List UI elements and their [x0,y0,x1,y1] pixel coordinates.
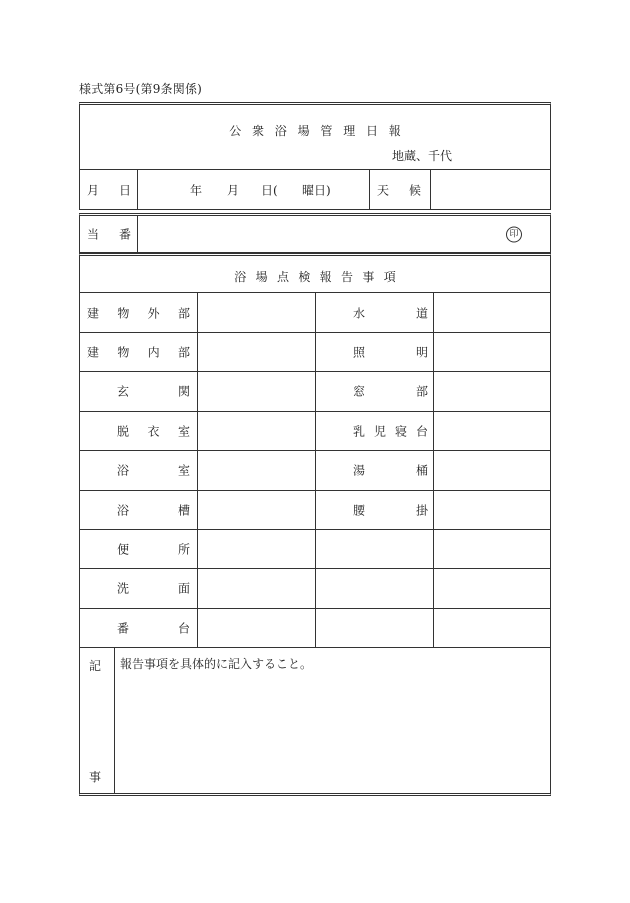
date-label-day: 日 [118,183,131,197]
date-label-month: 月 [87,183,100,197]
year-label: 年 [190,183,203,197]
inspection-item-right [353,383,428,400]
duty-field[interactable] [138,216,550,252]
notes-instruction: 報告事項を具体的に記入すること。 [120,657,313,671]
label-char: 面 [177,581,190,596]
label-char: 腰 [353,503,366,517]
facility-names: 地蔵、千代 [391,149,452,163]
label-char: 桶 [415,463,428,478]
inspection-table [79,293,551,648]
inspection-value-right[interactable] [434,332,550,371]
form-title: 公衆浴場管理日報 [229,124,412,138]
label-char: 浴 [117,503,130,517]
month-label: 月 [227,183,240,197]
inspection-value-left[interactable] [198,490,315,529]
label-char: 物 [117,306,130,320]
inspection-value-right[interactable] [434,293,550,332]
inspection-value-left[interactable] [198,332,315,371]
inspection-item-left [117,422,190,439]
label-char: 外 [147,306,160,320]
label-char: 児 [373,424,386,439]
weather-label-season: 候 [408,183,421,197]
duty-label [87,226,131,243]
inspection-value-right[interactable] [434,529,550,568]
form-header [79,102,551,170]
label-char: 物 [117,345,130,360]
label-char: 明 [415,345,428,360]
label-char: 浴 [117,463,130,478]
inspection-value-left[interactable] [198,529,315,568]
inspection-value-right[interactable] [434,608,550,647]
inspection-item-left [117,462,190,479]
inspection-value-left[interactable] [198,569,315,608]
inspection-value-right[interactable] [434,372,550,411]
duty-label-char2: 番 [118,227,131,242]
weekday-label: 曜日) [302,183,331,197]
label-char: 台 [415,424,428,439]
inspection-value-left[interactable] [198,293,315,332]
label-char: 槽 [177,503,190,517]
label-char: 建 [87,306,100,320]
label-char: 関 [177,384,190,399]
label-char: 内 [147,345,160,360]
inspection-value-left[interactable] [198,451,315,490]
label-char: 部 [177,306,190,320]
label-char: 所 [177,542,190,557]
section-title: 浴場点検報告事項 [234,270,406,284]
label-char: 脱 [117,424,130,439]
inspection-item-right [353,501,428,518]
inspection-value-right[interactable] [434,451,550,490]
seal-mark-icon: 印 [506,227,522,243]
label-char: 洗 [117,581,130,596]
notes-field[interactable] [115,672,550,793]
label-char: 寝 [394,424,407,439]
label-char: 衣 [147,424,160,439]
inspection-item-left [117,383,190,400]
duty-row [79,213,551,253]
label-char: 部 [177,345,190,360]
label-char: 台 [177,621,190,636]
date-row [79,170,551,210]
inspection-value-right[interactable] [434,411,550,450]
inspection-value-right[interactable] [434,569,550,608]
weather-label [377,181,421,198]
inspection-item-left [117,619,190,636]
label-char: 乳 [353,424,366,439]
inspection-item-left [87,343,190,360]
inspection-item-left [117,580,190,597]
inspection-value-left[interactable] [198,411,315,450]
inspection-item-right [353,304,428,321]
day-open-label: 日( [261,183,278,197]
label-char: 照 [353,345,366,360]
inspection-value-left[interactable] [198,372,315,411]
label-char: 建 [87,345,100,360]
label-char: 便 [117,542,130,557]
inspection-item-right [353,422,428,439]
form-number-caption: 様式第6号(第9条関係) [79,82,203,96]
label-char: 玄 [117,384,130,399]
label-char: 室 [177,424,190,439]
label-char: 部 [415,384,428,399]
inspection-item-left [117,540,190,557]
notes-section [79,648,551,796]
inspection-item-right [353,343,428,360]
inspection-value-right[interactable] [434,490,550,529]
date-label [87,181,131,198]
label-char: 掛 [415,503,428,517]
label-char: 室 [177,463,190,478]
inspection-item-left [117,501,190,518]
duty-label-char1: 当 [87,227,100,242]
label-char: 道 [415,306,428,320]
label-char: 番 [117,621,130,636]
notes-label-bottom: 事 [89,770,102,784]
weather-field[interactable] [431,170,550,209]
inspection-item-right [353,462,428,479]
inspection-value-left[interactable] [198,608,315,647]
label-char: 窓 [353,384,366,399]
notes-label-top: 記 [89,659,102,673]
label-char: 湯 [353,463,366,478]
weather-label-sky: 天 [377,183,390,197]
inspection-section-header [79,253,551,293]
label-char: 水 [353,306,366,320]
inspection-item-left [87,304,190,321]
